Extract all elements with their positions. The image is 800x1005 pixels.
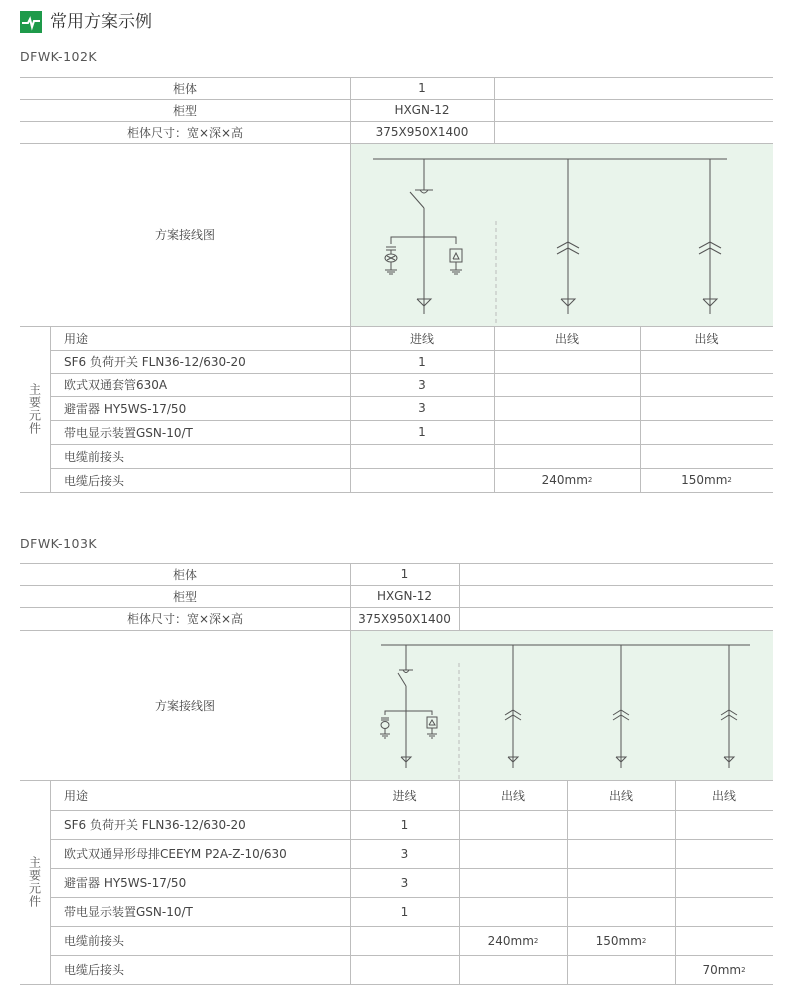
info-label: 柜体尺寸：宽×深×高 [126,125,244,140]
component-qty: 3 [400,875,409,890]
component-qty: 3 [418,401,426,415]
component-name: 电缆前接头 [64,449,125,464]
diagram-label: 方案接线图 [154,228,215,242]
info-label: 柜体尺寸：宽×深×高 [126,612,244,626]
component-name: 欧式双通套管630A [64,378,168,392]
column-header: 用途 [64,331,89,346]
wiring-diagram [351,631,773,780]
wiring-diagram [351,144,773,326]
component-qty: 3 [418,377,426,392]
component-name: 欧式双通异形母排CEEYM P2A-Z-10/630 [64,847,287,861]
cable-size [459,926,567,955]
column-header: 出线 [694,331,719,346]
component-qty: 1 [418,354,426,369]
component-name: 避雷器 HY5WS-17/50 [64,401,187,416]
component-name: 避雷器 HY5WS-17/50 [64,876,187,890]
superscript: 2 [741,965,746,974]
scheme-model-label: DFWK-102K [20,49,98,64]
info-label: 柜体 [172,567,197,582]
info-value: HXGN-12 [376,589,433,603]
components-label: 主要元件 [27,383,42,435]
outgoing-feeder [721,645,737,768]
column-header: 出线 [554,331,579,346]
cable-size [640,468,773,492]
column-header: 出线 [711,788,736,803]
column-header: 出线 [608,788,633,803]
info-value: 375X950X1400 [375,125,469,139]
component-name: 带电显示装置GSN-10/T [64,425,193,440]
info-label: 柜体 [172,81,197,96]
lightning-logo-icon [20,11,42,33]
superscript: 2 [641,936,647,945]
info-value: 1 [418,81,426,95]
outgoing-feeder [505,645,521,768]
info-value: HXGN-12 [394,103,450,117]
cable-size-value: 150mm [595,933,642,948]
component-qty: 1 [400,904,409,919]
outgoing-feeder [699,159,721,314]
page-title: 常用方案示例 [50,12,152,32]
load-switch [398,673,406,686]
component-qty: 1 [418,425,426,439]
outgoing-feeder [557,159,579,314]
outgoing-feeder [613,645,629,768]
component-name: 电缆后接头 [64,473,125,488]
incoming-feeder [380,645,437,768]
superscript: 2 [587,476,593,484]
load-switch [410,192,424,208]
info-value: 1 [400,567,409,581]
arrester-icon [450,249,462,262]
cable-size [675,955,773,984]
incoming-feeder [385,159,462,314]
components-label: 主要元件 [27,856,42,908]
info-label: 柜型 [172,589,197,604]
superscript: 2 [533,936,539,945]
column-header: 出线 [500,788,525,803]
cable-size [567,926,675,955]
column-header: 进线 [409,331,434,346]
indicator-icon [381,722,389,729]
component-name: SF6 负荷开关 FLN36-12/630-20 [64,818,246,832]
component-name: 电缆前接头 [64,934,125,948]
diagram-label: 方案接线图 [154,698,215,713]
info-value: 375X950X1400 [358,611,451,626]
info-label: 柜型 [172,103,197,118]
cable-size-value: 240mm [487,933,534,948]
component-name: 电缆后接头 [64,963,125,977]
column-header: 用途 [64,788,89,803]
cable-size-value: 70mm [702,962,742,977]
component-name: 带电显示装置GSN-10/T [64,905,193,919]
arrester-icon [427,717,437,728]
component-qty: 3 [400,846,409,861]
column-header: 进线 [392,788,417,803]
scheme-model-label: DFWK-103K [20,536,98,551]
cable-size-value: 240mm [541,473,588,487]
cable-size-value: 150mm [681,473,728,487]
component-name: SF6 负荷开关 FLN36-12/630-20 [64,355,246,369]
superscript: 2 [727,476,732,484]
cable-size [494,468,640,492]
component-qty: 1 [400,817,409,832]
